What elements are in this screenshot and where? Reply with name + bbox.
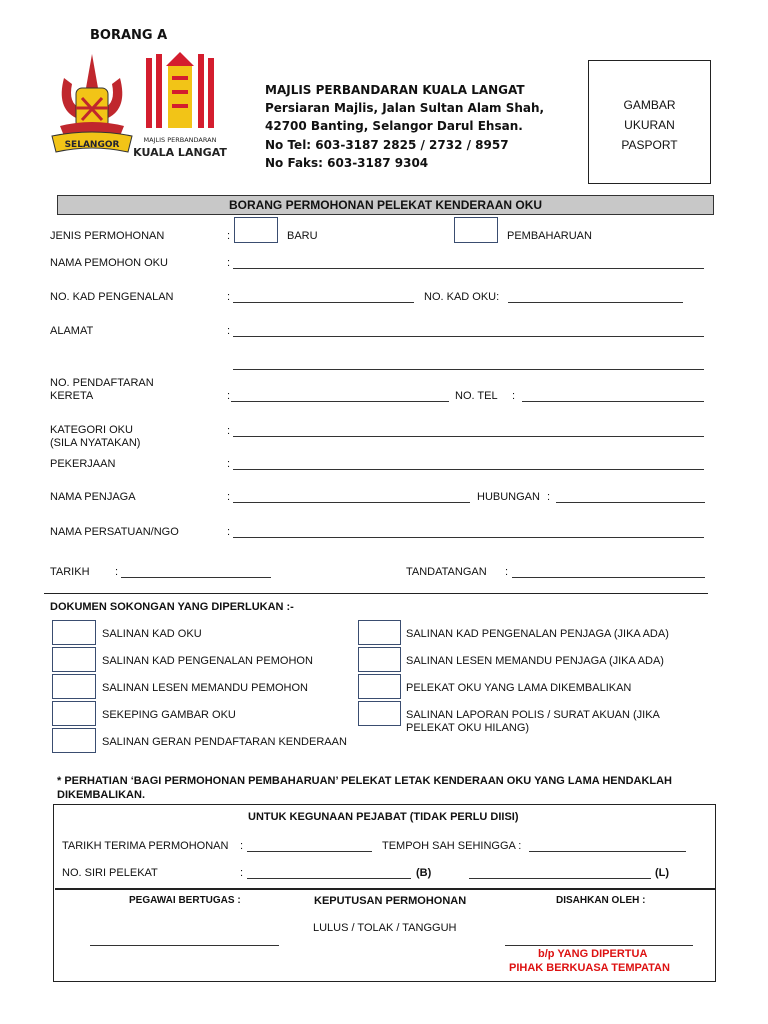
no-kp-field[interactable] <box>233 302 414 303</box>
tandatangan-field[interactable] <box>512 577 705 578</box>
dokumen-heading: DOKUMEN SOKONGAN YANG DIPERLUKAN :- <box>50 601 294 613</box>
doc-checkbox-lesen-pemohon[interactable] <box>52 674 96 699</box>
doc-checkbox-kp-pemohon[interactable] <box>52 647 96 672</box>
org-fax: No Faks: 603-3187 9304 <box>265 156 429 170</box>
notice-line1: * PERHATIAN ‘BAGI PERMOHONAN PEMBAHARUAN’ PELEKAT LETAK KENDERAAN OKU YANG LAMA HENDAKLAH <box>57 775 673 787</box>
colon: : <box>115 566 119 578</box>
baru-checkbox[interactable] <box>234 217 278 243</box>
pekerjaan-label: PEKERJAAN <box>50 458 116 470</box>
no-siri-l-suffix: (L) <box>655 867 670 879</box>
section-divider <box>44 593 708 594</box>
tempoh-field[interactable] <box>529 851 686 852</box>
keputusan-label: KEPUTUSAN PERMOHONAN <box>314 895 467 907</box>
colon: : <box>227 425 231 437</box>
colon: : <box>240 867 244 879</box>
org-address-line1: Persiaran Majlis, Jalan Sultan Alam Shah, <box>265 101 545 115</box>
org-tel: No Tel: 603-3187 2825 / 2732 / 8957 <box>265 138 509 152</box>
photo-label-line2: UKURAN <box>624 118 675 132</box>
mpkl-logo-line1: MAJLIS PERBANDARAN <box>143 136 217 144</box>
hubungan-label: HUBUNGAN <box>477 491 540 503</box>
notice-line2: DIKEMBALIKAN. <box>57 789 145 801</box>
doc-checkbox-lesen-penjaga[interactable] <box>358 647 401 672</box>
no-kp-label: NO. KAD PENGENALAN <box>50 291 174 303</box>
doc-label-lesen-penjaga: SALINAN LESEN MEMANDU PENJAGA (JIKA ADA) <box>406 655 664 667</box>
colon: : <box>227 291 231 303</box>
persatuan-label: NAMA PERSATUAN/NGO <box>50 526 179 538</box>
no-pendaftaran-field[interactable] <box>231 401 449 402</box>
colon: : <box>227 325 231 337</box>
no-tel-field[interactable] <box>522 401 704 402</box>
baru-label: BARU <box>287 230 318 242</box>
org-address-line2: 42700 Banting, Selangor Darul Ehsan. <box>265 119 523 133</box>
tandatangan-label: TANDATANGAN <box>406 566 487 578</box>
tarikh-terima-field[interactable] <box>247 851 372 852</box>
no-siri-l-field[interactable] <box>469 878 651 879</box>
hubungan-field[interactable] <box>556 502 705 503</box>
disahkan-label: DISAHKAN OLEH : <box>556 895 646 906</box>
pegawai-label: PEGAWAI BERTUGAS : <box>129 895 241 906</box>
colon: : <box>227 230 231 242</box>
nama-penjaga-field[interactable] <box>233 502 470 503</box>
pekerjaan-field[interactable] <box>233 469 704 470</box>
no-siri-b-suffix: (B) <box>416 867 432 879</box>
office-divider <box>55 888 715 890</box>
selangor-ribbon-text: SELANGOR <box>64 140 120 150</box>
form-code: BORANG A <box>90 28 168 43</box>
jenis-permohonan-label: JENIS PERMOHONAN <box>50 230 165 242</box>
colon: : <box>505 566 509 578</box>
no-siri-b-field[interactable] <box>247 878 411 879</box>
form-title: BORANG PERMOHONAN PELEKAT KENDERAAN OKU <box>57 195 714 215</box>
pembaharuan-label: PEMBAHARUAN <box>507 230 592 242</box>
doc-label-geran: SALINAN GERAN PENDAFTARAN KENDERAAN <box>102 736 347 748</box>
persatuan-field[interactable] <box>233 537 704 538</box>
pembaharuan-checkbox[interactable] <box>454 217 498 243</box>
doc-label-kad-oku: SALINAN KAD OKU <box>102 628 202 640</box>
org-name: MAJLIS PERBANDARAN KUALA LANGAT <box>265 83 525 97</box>
colon: : <box>547 491 551 503</box>
alamat-label: ALAMAT <box>50 325 94 337</box>
colon: : <box>240 840 244 852</box>
doc-checkbox-geran[interactable] <box>52 728 96 753</box>
colon: : <box>227 458 231 470</box>
tarikh-terima-label: TARIKH TERIMA PERMOHONAN <box>62 840 229 852</box>
alamat-field-line2[interactable] <box>233 369 704 370</box>
photo-label-line1: GAMBAR <box>623 98 676 112</box>
doc-checkbox-kad-oku[interactable] <box>52 620 96 645</box>
selangor-crest-logo <box>46 48 138 160</box>
kategori-label-line2: (SILA NYATAKAN) <box>50 437 141 449</box>
mpkl-logo-line2: KUALA LANGAT <box>133 146 227 159</box>
doc-checkbox-laporan-polis[interactable] <box>358 701 401 726</box>
tarikh-field[interactable] <box>121 577 271 578</box>
keputusan-options: LULUS / TOLAK / TANGGUH <box>313 922 457 934</box>
colon: : <box>227 390 231 402</box>
no-siri-label: NO. SIRI PELEKAT <box>62 867 158 879</box>
doc-label-lesen-pemohon: SALINAN LESEN MEMANDU PEMOHON <box>102 682 308 694</box>
doc-checkbox-pelekat-lama[interactable] <box>358 674 401 699</box>
pihak-berkuasa: PIHAK BERKUASA TEMPATAN <box>509 962 670 974</box>
colon: : <box>227 257 231 269</box>
doc-label-kp-pemohon: SALINAN KAD PENGENALAN PEMOHON <box>102 655 313 667</box>
bp-yang-dipertua: b/p YANG DIPERTUA <box>538 948 648 960</box>
doc-checkbox-kp-penjaga[interactable] <box>358 620 401 645</box>
passport-photo-box <box>588 60 711 184</box>
mpkl-logo <box>133 50 227 162</box>
nama-penjaga-label: NAMA PENJAGA <box>50 491 136 503</box>
doc-label-laporan-polis-line1: SALINAN LAPORAN POLIS / SURAT AKUAN (JIKA <box>406 709 660 721</box>
kategori-label-line1: KATEGORI OKU <box>50 424 133 436</box>
no-kad-oku-label: NO. KAD OKU: <box>424 291 500 303</box>
colon: : <box>227 491 231 503</box>
no-pendaftaran-label-line2: KERETA <box>50 390 94 402</box>
nama-pemohon-label: NAMA PEMOHON OKU <box>50 257 168 269</box>
doc-label-pelekat-lama: PELEKAT OKU YANG LAMA DIKEMBALIKAN <box>406 682 632 694</box>
tempoh-label: TEMPOH SAH SEHINGGA : <box>382 840 522 852</box>
tarikh-label: TARIKH <box>50 566 90 578</box>
photo-label-line3: PASPORT <box>621 138 678 152</box>
kategori-field[interactable] <box>233 436 704 437</box>
alamat-field-line1[interactable] <box>233 336 704 337</box>
doc-checkbox-gambar[interactable] <box>52 701 96 726</box>
office-heading: UNTUK KEGUNAAN PEJABAT (TIDAK PERLU DIISI) <box>248 811 519 823</box>
no-pendaftaran-label-line1: NO. PENDAFTARAN <box>50 377 154 389</box>
colon: : <box>227 526 231 538</box>
no-kad-oku-field[interactable] <box>508 302 683 303</box>
doc-label-kp-penjaga: SALINAN KAD PENGENALAN PENJAGA (JIKA ADA) <box>406 628 669 640</box>
doc-label-gambar: SEKEPING GAMBAR OKU <box>102 709 236 721</box>
no-tel-label: NO. TEL <box>455 390 498 402</box>
pegawai-signature-line[interactable] <box>90 945 279 946</box>
disahkan-signature-line[interactable] <box>505 945 693 946</box>
colon: : <box>512 390 516 402</box>
doc-label-laporan-polis-line2: PELEKAT OKU HILANG) <box>406 722 530 734</box>
nama-pemohon-field[interactable] <box>233 268 704 269</box>
